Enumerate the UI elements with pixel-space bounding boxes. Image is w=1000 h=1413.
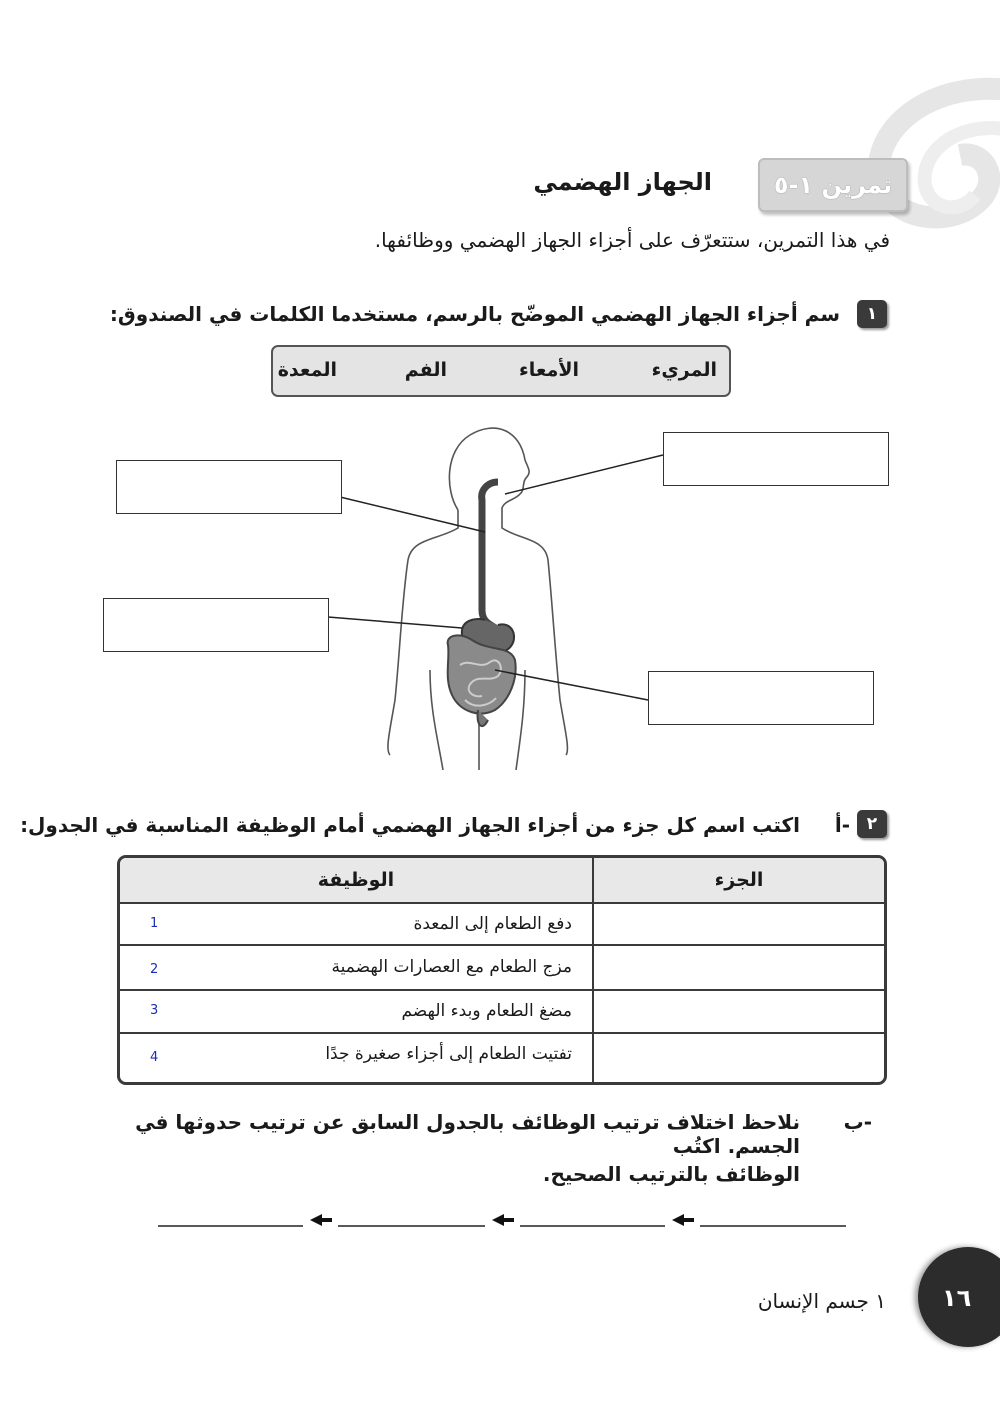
chapter-title: ١ جسم الإنسان [757, 1289, 886, 1313]
part-a-label: أ- [834, 813, 850, 837]
intro-text: في هذا التمرين، ستتعرّف على أجزاء الجهاز الهضمي ووظائفها. [374, 228, 890, 252]
answer-box-esophagus[interactable] [116, 460, 342, 514]
exercise-tag-label: تمرين ١-٥ [773, 171, 893, 199]
word-bank-item: الفم [404, 359, 447, 381]
left-arrow-icon [310, 1214, 694, 1226]
row-number: 3 [150, 1003, 159, 1018]
question-1-text: سم أجزاء الجهاز الهضمي الموضّح بالرسم، مستخدما الكلمات في الصندوق: [109, 302, 840, 326]
table-row [120, 1034, 884, 1080]
table-header-part: الجزء [594, 858, 884, 904]
part-answer-cell[interactable] [594, 904, 884, 944]
question-2-text: اكتب اسم كل جزء من أجزاء الجهاز الهضمي أمام الوظيفة المناسبة في الجدول: [20, 813, 800, 837]
answer-box-stomach[interactable] [103, 598, 329, 652]
row-number: 2 [150, 962, 159, 977]
function-text: دفع الطعام إلى المعدة [413, 914, 572, 934]
row-number: 1 [150, 916, 159, 931]
table-row [120, 991, 884, 1034]
word-bank-item: المريء [651, 359, 717, 381]
function-text: مزج الطعام مع العصارات الهضمية [331, 957, 572, 977]
functions-table [117, 855, 887, 1085]
part-answer-cell[interactable] [594, 991, 884, 1032]
function-text: مضغ الطعام وبدء الهضم [401, 1001, 572, 1021]
part-answer-cell[interactable] [594, 1034, 884, 1080]
table-row [120, 946, 884, 991]
answer-box-intestines[interactable] [648, 671, 874, 725]
function-text: تفتيت الطعام إلى أجزاء صغيرة جدًا [325, 1044, 572, 1064]
part-answer-cell[interactable] [594, 946, 884, 989]
exercise-tag [758, 158, 908, 212]
page-number: ١٦ [942, 1284, 972, 1312]
part-b-text-line-2: الوظائف بالترتيب الصحيح. [542, 1162, 800, 1186]
order-answer-chain [158, 1212, 848, 1234]
table-column-divider [592, 858, 594, 1082]
question-2-number: ٢ [857, 810, 887, 838]
table-row [120, 904, 884, 946]
page-title: الجهاز الهضمي [533, 168, 712, 196]
word-bank-box [271, 345, 731, 397]
answer-box-mouth[interactable] [663, 432, 889, 486]
row-number: 4 [150, 1050, 159, 1065]
table-header-function: الوظيفة [120, 858, 592, 904]
question-1-number: ١ [857, 300, 887, 328]
part-b-text-line-1: نلاحظ اختلاف ترتيب الوظائف بالجدول السابق عن ترتيب حدوثها في الجسم. اكتُب [135, 1110, 800, 1158]
word-bank-item: المعدة [277, 359, 337, 381]
part-b-label: ب- [843, 1110, 872, 1134]
word-bank-item: الأمعاء [519, 359, 579, 381]
